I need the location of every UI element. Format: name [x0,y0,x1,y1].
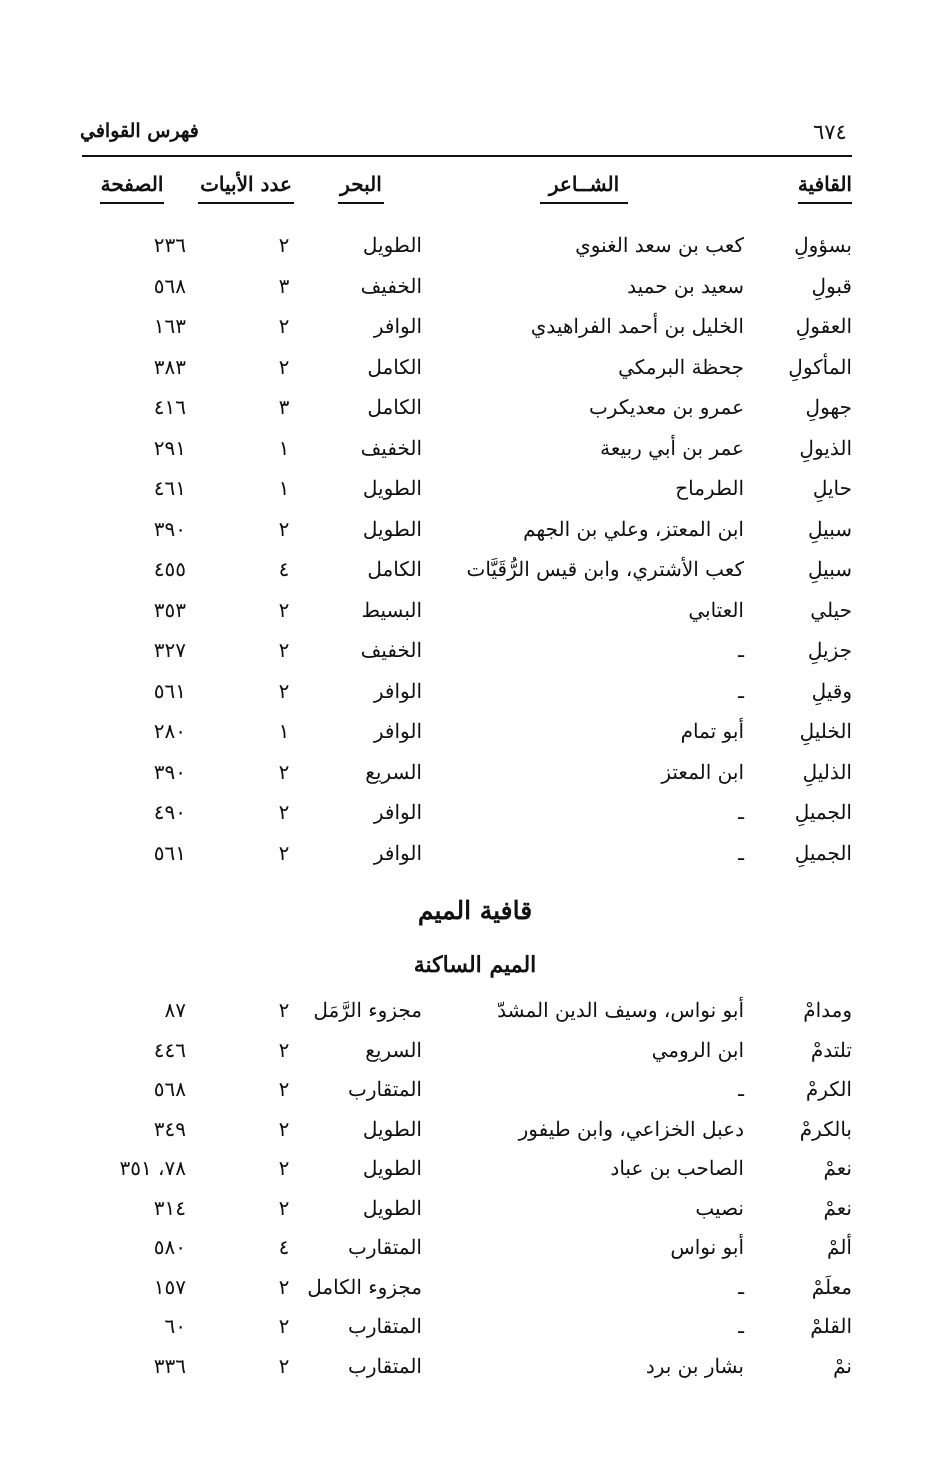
cell-page: ٣٨٣ [153,354,186,379]
table-row [0,314,950,354]
table-row [0,1275,950,1315]
column-header-rhyme-label: القافية [797,172,852,196]
table-row [0,719,950,759]
column-header-poet-label: الشــاعر [548,172,620,196]
cell-meter: الوافر [373,800,422,824]
cell-poet: ـ [738,800,744,824]
cell-verses: ٤ [278,557,290,581]
cell-page: ١٥٧ [153,1274,186,1299]
cell-meter: المتقارب [348,1235,422,1259]
cell-page: ٣٢٧ [153,638,186,662]
table-row [0,1156,950,1196]
cell-verses: ٤ [278,1235,290,1259]
cell-page: ٣٥٣ [153,597,186,622]
column-header-verses-label: عدد الأبيات [200,172,292,196]
cell-page: ٢٩١ [153,435,186,460]
cell-poet: بشار بن برد [645,1353,744,1378]
cell-page: ٥٨٠ [153,1235,186,1259]
cell-page: ٨٧ [164,998,186,1022]
table-row [0,476,950,516]
cell-poet: ابن الرومي [651,1037,744,1062]
column-header-underline [338,202,384,204]
table-row [0,998,950,1038]
cell-meter: المتقارب [348,1314,422,1338]
cell-page: ٣١٤ [153,1195,186,1220]
cell-rhyme: قبولِ [811,273,852,298]
cell-verses: ٣ [278,395,290,419]
cell-poet: ابن المعتز [661,759,744,784]
cell-poet: نصيب [695,1195,744,1220]
cell-verses: ١ [278,476,290,500]
cell-verses: ١ [278,435,290,460]
cell-poet: ـ [738,638,744,662]
cell-meter: الكامل [367,354,422,379]
cell-poet: ـ [738,1274,744,1299]
cell-page: ٣٩٠ [153,759,186,784]
cell-verses: ٣ [278,273,290,298]
cell-rhyme: الجميلِ [794,800,852,824]
cell-poet: أبو نواس [670,1235,744,1259]
cell-rhyme: سبيلِ [808,516,852,541]
cell-meter: الطويل [362,1116,422,1141]
table-row [0,436,950,476]
column-header-verses [198,172,294,204]
cell-rhyme: تلتدمْ [810,1037,852,1062]
cell-meter: الوافر [373,719,422,743]
table-row [0,760,950,800]
cell-poet: أبو نواس، وسيف الدين المشدّ [497,998,744,1022]
cell-rhyme: سبيلِ [808,557,852,581]
cell-page: ٣٣٦ [153,1353,186,1378]
cell-meter: الطويل [362,1156,422,1180]
column-header-meter-label: البحر [340,172,382,196]
cell-poet: الصاحب بن عباد [610,1156,744,1180]
cell-verses: ٢ [278,354,290,379]
cell-verses: ٢ [278,638,290,662]
cell-poet: سعيد بن حميد [627,273,744,298]
cell-rhyme: الذليلِ [802,759,852,784]
cell-meter: المتقارب [348,1077,422,1101]
cell-meter: الخفيف [360,638,422,662]
cell-meter: الوافر [373,678,422,703]
cell-verses: ٢ [278,998,290,1022]
cell-rhyme: بالكرمْ [799,1116,852,1141]
table-row [0,355,950,395]
cell-meter: الطويل [362,1195,422,1220]
cell-verses: ٢ [278,597,290,622]
table-row [0,1038,950,1078]
cell-verses: ٢ [278,1116,290,1141]
table-row [0,1235,950,1275]
table-row [0,1117,950,1157]
cell-verses: ٢ [278,800,290,824]
cell-rhyme: ألمْ [827,1235,852,1259]
cell-poet: ـ [738,1314,744,1338]
cell-page: ٥٦٨ [153,273,186,298]
table-row [0,1077,950,1117]
cell-meter: المتقارب [348,1353,422,1378]
cell-page: ٣٩٠ [153,516,186,541]
cell-rhyme: نعمْ [823,1156,852,1180]
cell-rhyme: حيلي [810,597,852,622]
cell-poet: جحظة البرمكي [618,354,744,379]
cell-rhyme: المأكولِ [788,354,852,379]
cell-rhyme: نعمْ [823,1195,852,1220]
cell-page: ٥٦١ [153,678,186,703]
cell-rhyme: نمْ [833,1353,852,1378]
table-row [0,800,950,840]
cell-meter: الوافر [373,314,422,338]
cell-meter: الخفيف [360,273,422,298]
cell-rhyme: جهولِ [805,395,852,419]
cell-page: ١٦٣ [153,314,186,338]
cell-page: ٢٣٦ [153,233,186,257]
cell-verses: ٢ [278,233,290,257]
section-subtitle: الميم الساكنة [413,952,537,978]
cell-page: ٣٤٩ [153,1116,186,1141]
column-header-underline [798,202,852,204]
cell-rhyme: الذيولِ [799,435,852,460]
cell-poet: دعبل الخزاعي، وابن طيفور [518,1116,744,1141]
header-rule [82,155,852,157]
cell-meter: السريع [365,1037,422,1062]
cell-page: ٦٠ [164,1314,186,1338]
cell-verses: ٢ [278,840,290,865]
column-header-underline [198,202,294,204]
table-row [0,841,950,881]
cell-rhyme: وقيلِ [811,678,852,703]
table-row [0,1354,950,1394]
cell-meter: الكامل [367,557,422,581]
section-title: قافية الميم [417,896,533,925]
column-header-page [100,172,164,204]
table-row [0,679,950,719]
cell-poet: الخليل بن أحمد الفراهيدي [530,314,744,338]
cell-meter: السريع [365,759,422,784]
cell-verses: ٢ [278,1314,290,1338]
table-row [0,517,950,557]
cell-page: ٥٦١ [153,840,186,865]
table-row [0,1196,950,1236]
cell-verses: ٢ [278,1156,290,1180]
cell-page: ٤٤٦ [153,1037,186,1062]
column-header-rhyme [798,172,852,204]
cell-page: ٤٦١ [153,476,186,500]
cell-verses: ٢ [278,314,290,338]
cell-poet: كعب الأشتري، وابن قيس الرُّقَيَّات [466,557,744,581]
cell-meter: مجزوء الكامل [307,1274,422,1299]
cell-meter: الخفيف [360,435,422,460]
cell-page: ٧٨، ٣٥١ [119,1156,186,1180]
cell-poet: الطرماح [675,476,744,500]
table-row [0,598,950,638]
cell-poet: أبو تمام [680,719,744,743]
table-row [0,233,950,273]
running-title: فهرس القوافي [80,120,199,142]
table-row [0,557,950,597]
table-row [0,395,950,435]
cell-page: ٤٩٠ [153,800,186,824]
cell-poet: عمرو بن معديكرب [588,395,744,419]
table-row [0,638,950,678]
cell-verses: ٢ [278,1353,290,1378]
column-header-meter [338,172,384,204]
column-header-underline [100,202,164,204]
cell-verses: ٢ [278,516,290,541]
cell-rhyme: حايلِ [812,476,852,500]
cell-poet: ابن المعتز، وعلي بن الجهم [523,516,744,541]
cell-rhyme: بسؤولِ [794,233,852,257]
cell-meter: مجزوء الرَّمَل [313,998,422,1022]
cell-meter: البسيط [361,597,422,622]
cell-meter: الطويل [362,476,422,500]
column-header-page-label: الصفحة [100,172,164,196]
cell-verses: ١ [278,719,290,743]
cell-meter: الطويل [362,233,422,257]
cell-rhyme: جزيلِ [807,638,852,662]
cell-poet: كعب بن سعد الغنوي [575,233,744,257]
cell-poet: ـ [738,678,744,703]
cell-rhyme: العقولِ [795,314,852,338]
cell-verses: ٢ [278,678,290,703]
cell-meter: الكامل [367,395,422,419]
cell-page: ٢٨٠ [153,719,186,743]
cell-rhyme: الكرمْ [805,1077,852,1101]
cell-verses: ٢ [278,1037,290,1062]
cell-poet: ـ [738,1077,744,1101]
cell-page: ٤٥٥ [153,557,186,581]
column-header-poet [540,172,628,204]
cell-rhyme: معلَمْ [811,1274,852,1299]
cell-verses: ٢ [278,759,290,784]
cell-verses: ٢ [278,1274,290,1299]
cell-meter: الوافر [373,840,422,865]
cell-verses: ٢ [278,1195,290,1220]
cell-poet: العتابي [688,597,744,622]
cell-meter: الطويل [362,516,422,541]
cell-rhyme: الجميلِ [794,840,852,865]
cell-verses: ٢ [278,1077,290,1101]
table-row [0,1314,950,1354]
cell-page: ٥٦٨ [153,1077,186,1101]
table-row [0,274,950,314]
cell-rhyme: القلمْ [810,1314,852,1338]
cell-poet: ـ [738,840,744,865]
cell-rhyme: الخليلِ [799,719,852,743]
column-header-underline [540,202,628,204]
page-number: ٦٧٤ [813,120,847,144]
cell-page: ٤١٦ [153,395,186,419]
cell-rhyme: ومدامْ [803,998,852,1022]
cell-poet: عمر بن أبي ربيعة [600,435,744,460]
